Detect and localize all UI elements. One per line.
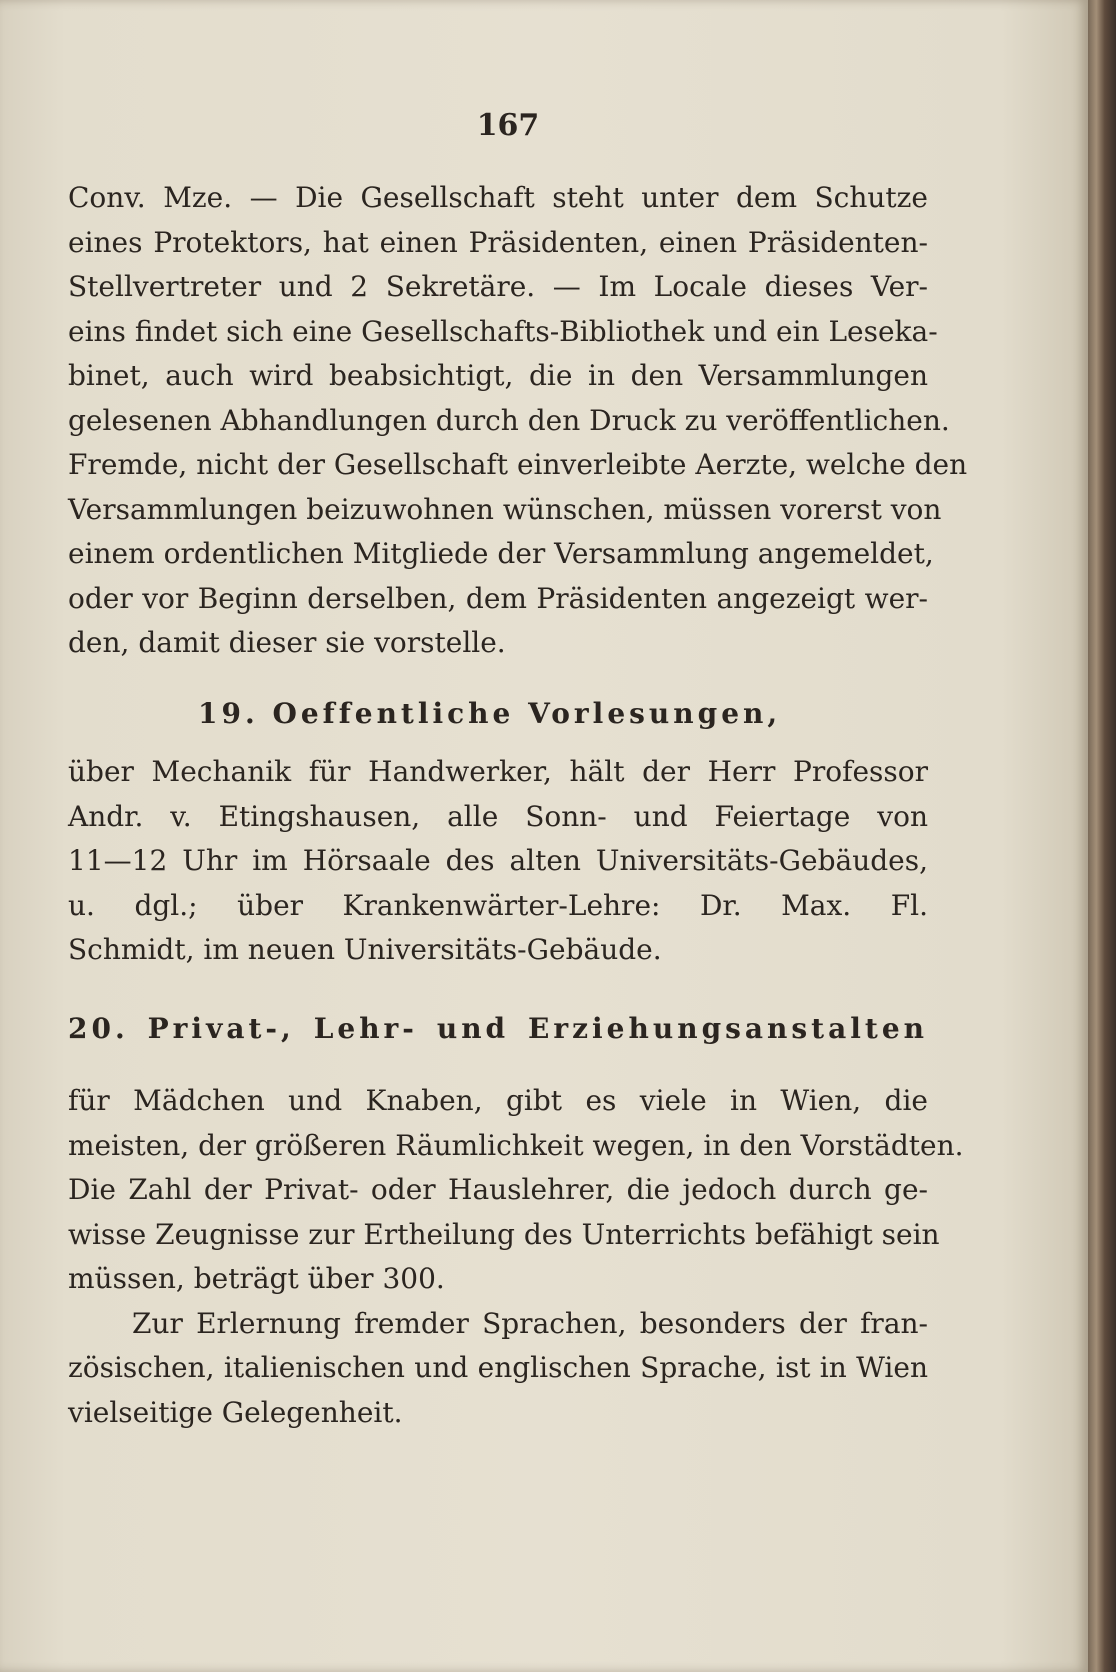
text-line: Versammlungen beizuwohnen wünschen, müssen vorerst von xyxy=(68,492,942,526)
section-20-body xyxy=(68,1079,964,1302)
section-19-body xyxy=(68,750,928,973)
page-text xyxy=(68,96,968,1435)
text-line: gelesenen Abhandlungen durch den Druck zu veröffentlichen. xyxy=(68,403,950,437)
text-line: Fremde, nicht der Gesellschaft einverleibte Aerzte, welche den xyxy=(68,448,968,481)
text-line: oder vor Beginn derselben, dem Präsidenten angezeigt wer- xyxy=(68,581,928,615)
text-line: müssen, beträgt über 300. xyxy=(68,1262,445,1295)
text-line: über Mechanik für Handwerker, hält der Herr Professor xyxy=(68,755,928,788)
text-line: Stellvertreter und 2 Sekretäre. — Im Locale dieses Ver- xyxy=(68,270,928,303)
section-heading-20: 20. Privat-, Lehr- und Erziehungsanstalten xyxy=(68,1011,928,1045)
book-edge xyxy=(1088,0,1116,1672)
text-line: vielseitige Gelegenheit. xyxy=(68,1395,403,1429)
paragraph-society xyxy=(68,176,968,666)
text-line: Die Zahl der Privat- oder Hauslehrer, die jedoch durch ge- xyxy=(68,1173,928,1206)
text-line: u. dgl.; über Krankenwärter-Lehre: Dr. Max. Fl. xyxy=(68,888,928,922)
section-20-paragraph-languages xyxy=(68,1302,928,1436)
text-line: 11—12 Uhr im Hörsaale des alten Universitäts-Gebäudes, xyxy=(68,844,928,877)
text-line: wisse Zeugnisse zur Ertheilung des Unterrichts befähigt sein xyxy=(68,1217,940,1251)
text-line: Conv. Mze. — Die Gesellschaft steht unter dem Schutze xyxy=(68,181,928,214)
text-line: zösischen, italienischen und englischen Sprache, ist in Wien xyxy=(68,1351,928,1384)
text-line: meisten, der größeren Räumlichkeit wegen, in den Vorstädten. xyxy=(68,1128,964,1162)
text-line: Schmidt, im neuen Universitäts-Gebäude. xyxy=(68,933,662,966)
text-line: eines Protektors, hat einen Präsidenten, einen Präsidenten- xyxy=(68,225,928,259)
text-line: Andr. v. Etingshausen, alle Sonn- und Feiertage von xyxy=(68,799,928,833)
text-line: binet, auch wird beabsichtigt, die in den Versammlungen xyxy=(68,359,928,392)
text-line: für Mädchen und Knaben, gibt es viele in Wien, die xyxy=(68,1084,928,1117)
text-line: einem ordentlichen Mitgliede der Versammlung angemeldet, xyxy=(68,537,934,570)
text-line: eins findet sich eine Gesellschafts-Bibliothek und ein Leseka- xyxy=(68,314,938,348)
page-number: 167 xyxy=(476,108,540,143)
text-line: den, damit dieser sie vorstelle. xyxy=(68,626,506,659)
section-heading-19: 19. Oeffentliche Vorlesungen, xyxy=(198,696,782,730)
text-line: Zur Erlernung fremder Sprachen, besonders der fran- xyxy=(132,1306,928,1340)
